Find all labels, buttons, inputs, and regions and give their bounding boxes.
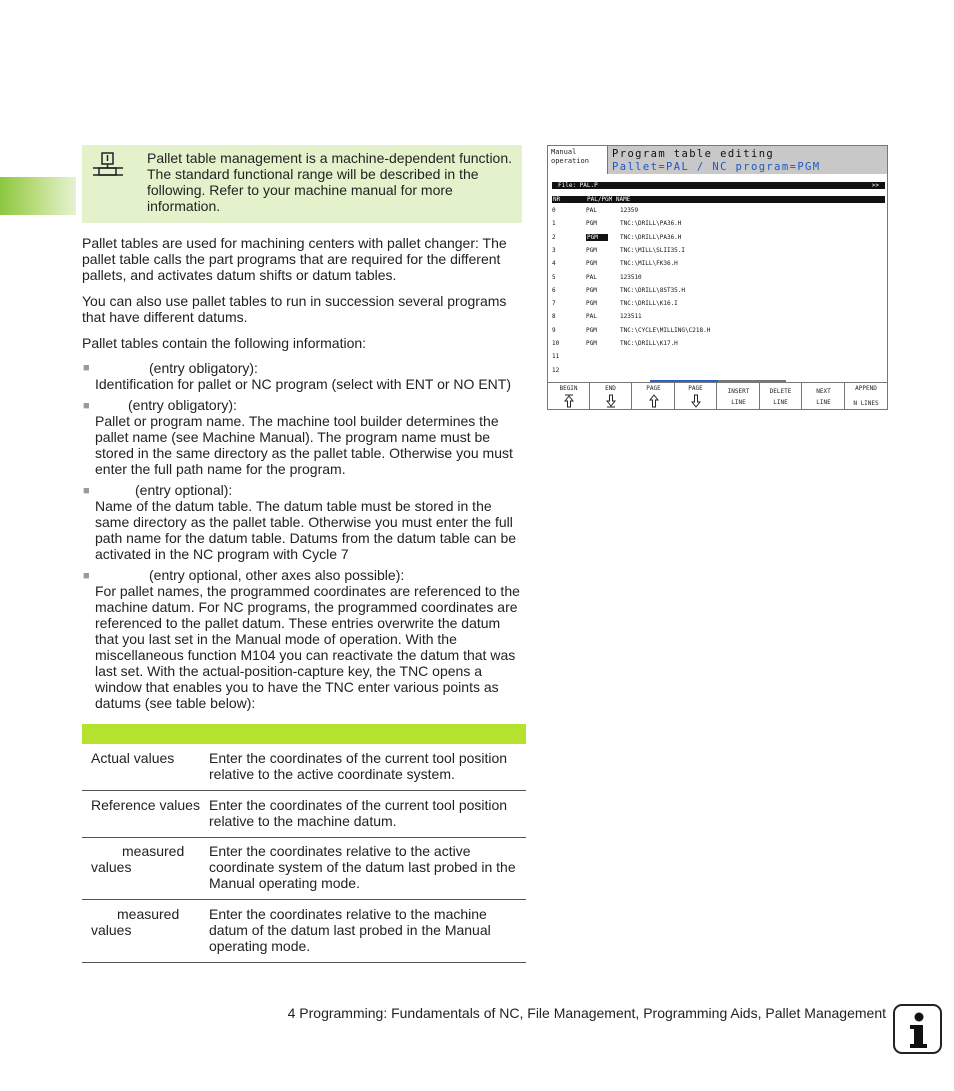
screen-file-arrow: >> [871, 182, 879, 189]
screen-row-type[interactable] [586, 300, 597, 307]
table-cell-label: Reference values [91, 797, 200, 813]
bullet-marker: ■ [83, 400, 90, 412]
bullet-marker: ■ [83, 362, 90, 374]
screen-file-name: File: PAL.P [558, 182, 598, 189]
screen-row-type[interactable] [586, 340, 597, 347]
screen-row-nr: 12 [552, 366, 560, 374]
paragraph-datums: You can also use pallet tables to run in succession several programs that have different datums. [82, 293, 507, 325]
screen-row-type-text: PGM [586, 246, 597, 254]
screen-row-type[interactable] [586, 313, 597, 320]
table-cell-description: Enter the coordinates relative to the machine datum of the datum last probed in the Manual operating mode. [209, 906, 491, 954]
chapter-tab [0, 177, 76, 215]
screen-col-nr: NR [553, 196, 561, 203]
paragraph-intro: Pallet tables are used for machining centers with pallet changer: The pallet table calls the part programs that are required for the different pallets, and activates datum shifts or datum tables. [82, 235, 507, 283]
paragraph-contents: Pallet tables contain the following information: [82, 335, 367, 351]
softkey-begin[interactable] [548, 383, 590, 410]
softkey-label: LINE [731, 399, 746, 406]
softkey-label: END [605, 385, 616, 392]
screen-row-name[interactable]: TNC:\MILL\SLII35.I [620, 246, 686, 254]
screen-col-pal: PAL/PGM NAME [587, 196, 631, 203]
page-up-arrow-icon [649, 394, 659, 408]
screen-row-name[interactable]: 123510 [620, 273, 642, 281]
screen-row-type-text: PAL [586, 313, 597, 321]
softkey-label: N LINES [853, 400, 879, 407]
screen-row-nr: 9 [552, 326, 556, 334]
screen-row-nr: 0 [552, 207, 556, 214]
table-cell-description: Enter the coordinates of the current tool position relative to the active coordinate system. [209, 750, 508, 782]
screen-row-nr: 8 [552, 313, 556, 321]
bullet-item [95, 360, 525, 392]
softkey-end[interactable] [590, 383, 632, 410]
screen-row-type-text: PAL [586, 273, 597, 281]
bullet-item [95, 567, 525, 711]
table-divider [82, 790, 526, 791]
tnc-screen [547, 145, 888, 410]
table-header [82, 724, 526, 744]
table-cell-label: Actual values [91, 750, 175, 766]
info-icon [893, 1004, 942, 1054]
screen-row-type-text: PGM [586, 340, 597, 347]
softkey-label: LINE [773, 399, 788, 406]
bullet-item [95, 397, 525, 477]
screen-row-name[interactable]: TNC:\DRILL\K16.I [620, 300, 678, 308]
screen-row-name[interactable]: 123511 [620, 313, 642, 321]
screen-row-type[interactable] [586, 247, 597, 254]
screen-row-type[interactable] [586, 260, 597, 267]
screen-row-nr: 3 [552, 246, 556, 254]
screen-row-name[interactable]: TNC:\MILL\FK36.H [620, 260, 678, 268]
screen-row-name[interactable]: TNC:\DRILL\8ST35.H [620, 286, 686, 294]
bullet-marker: ■ [83, 485, 90, 497]
page-footer: 4 Programming: Fundamentals of NC, File Management, Programming Aids, Pallet Management [287, 1005, 886, 1021]
screen-row-type-text: PGM [586, 300, 597, 308]
table-cell-description: Enter the coordinates relative to the active coordinate system of the datum last probed in the Manual operating mode. [209, 843, 516, 891]
begin-arrow-icon [564, 394, 574, 408]
table-cell-label [91, 843, 201, 875]
bullet-marker: ■ [83, 570, 90, 582]
screen-row-nr: 5 [552, 273, 556, 281]
softkey-label: BEGIN [559, 385, 578, 392]
softkey-delete-line[interactable] [760, 383, 802, 410]
page-down-arrow-icon [691, 394, 701, 408]
screen-row-type-text: PGM [586, 260, 597, 268]
bullet-text: Name of the datum table. The datum table must be stored in the same directory as the pallet table. Otherwise you must enter the full path name for the datum table. Datums from the datum table can be activated in the NC program with Cycle 7 [95, 498, 517, 562]
screen-row-type[interactable] [586, 207, 597, 214]
screen-mode: Manual operation [548, 146, 608, 174]
screen-row-type[interactable] [586, 327, 597, 334]
softkey-append-n-lines[interactable] [845, 383, 887, 410]
screen-row-nr: 4 [552, 260, 556, 268]
table-cell-description: Enter the coordinates of the current tool position relative to the machine datum. [209, 797, 508, 829]
softkey-page-down[interactable] [675, 383, 717, 410]
softkey-label: NEXT [816, 388, 831, 395]
softkey-next-line[interactable] [803, 383, 845, 410]
softkey-insert-line[interactable] [718, 383, 760, 410]
screen-row-type[interactable] [586, 220, 597, 227]
screen-row-nr: 1 [552, 220, 556, 228]
screen-row-type[interactable] [586, 287, 597, 294]
softkey-page-up[interactable] [633, 383, 675, 410]
bullet-text: Pallet or program name. The machine tool builder determines the pallet name (see Machine Manual). The program name must be stored in the same directory as the pallet table. Otherwise you must enter the full path name for the program. [95, 413, 513, 477]
screen-row-type-text: PAL [586, 207, 597, 214]
table-cell-label [91, 906, 201, 938]
softkey-label: INSERT [727, 388, 750, 395]
softkey-label: LINE [816, 399, 831, 406]
softkey-label: PAGE [646, 385, 661, 392]
screen-row-nr: 10 [552, 340, 560, 347]
screen-row-name[interactable]: 12359 [620, 207, 639, 214]
softkey-label: APPEND [855, 385, 877, 392]
table-divider [82, 962, 526, 963]
table-divider [82, 837, 526, 838]
table-cell-label-text: measured values [91, 906, 180, 938]
machine-note-icon [90, 152, 126, 182]
table-cell-label-text: measured values [91, 843, 185, 875]
bullet-heading: (entry optional, other axes also possible): [149, 567, 405, 583]
bullet-text: Identification for pallet or NC program (select with ENT or NO ENT) [95, 376, 511, 392]
end-arrow-icon [606, 394, 616, 408]
bullet-heading: (entry optional): [135, 482, 233, 498]
screen-file-bar [552, 182, 885, 189]
screen-row-name[interactable]: TNC:\DRILL\PA36.H [620, 233, 682, 241]
screen-row-type-text: PGM [586, 326, 597, 334]
screen-row-type-text: PGM [586, 286, 597, 294]
screen-title: Program table editing [612, 148, 775, 160]
bullet-heading: (entry obligatory): [128, 397, 237, 413]
screen-row-type-text: PGM [586, 220, 597, 228]
softkey-label: DELETE [769, 388, 792, 395]
screen-row-name[interactable]: TNC:\CYCLE\MILLING\C218.H [620, 326, 711, 334]
bullet-heading: (entry obligatory): [149, 360, 258, 376]
softkey-label: PAGE [688, 385, 703, 392]
screen-row-name[interactable]: TNC:\DRILL\PA36.H [620, 220, 682, 228]
screen-row-nr: 6 [552, 286, 556, 294]
screen-subtitle: Pallet=PAL / NC program=PGM [612, 161, 821, 173]
screen-row-type-text: PGM [586, 234, 608, 241]
screen-row-nr: 7 [552, 300, 556, 308]
bullet-text: For pallet names, the programmed coordinates are referenced to the machine datum. For NC programs, the programmed coordinates are referenced to the pallet datum. These entries overwrite the datum that you last set in the Manual mode of operation. With the miscellaneous function M104 you can reactivate the datum that was last set. With the actual-position-capture key, the TNC opens a window that enables you to have the TNC enter various points as datums (see table below): [95, 583, 520, 711]
screen-row-nr: 11 [552, 353, 560, 361]
screen-row-nr: 2 [552, 233, 556, 241]
table-divider [82, 899, 526, 900]
screen-column-header [552, 196, 885, 203]
note-text: Pallet table management is a machine-dependent function. The standard functional range will be described in the following. Refer to your machine manual for more information. [147, 150, 513, 214]
screen-row-type[interactable] [586, 274, 597, 281]
softkey-bar [548, 382, 887, 410]
bullet-item [95, 482, 525, 562]
screen-row-type[interactable] [586, 234, 608, 241]
screen-row-name[interactable]: TNC:\DRILL\K17.H [620, 340, 678, 347]
